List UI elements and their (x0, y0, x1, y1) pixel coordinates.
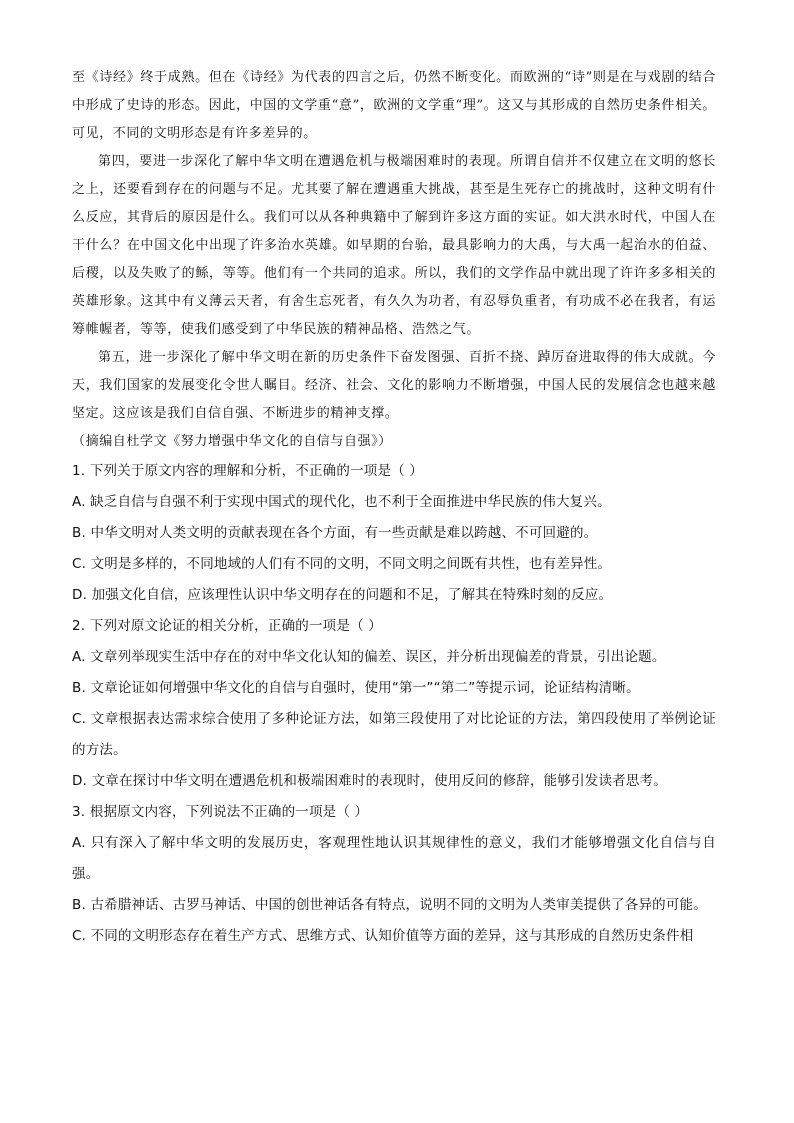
passage-source: （摘编自杜学文《努力增强中华文化的自信与自强》） (72, 434, 392, 449)
question-1-option-d: D. 加强文化自信，应该理性认识中华文明存在的问题和不足，了解其在特殊时刻的反应。 (72, 587, 613, 603)
document-page (72, 64, 716, 952)
question-2-option-b: B. 文章论证如何增强中华文化的自信与自强时，使用“第一”“第二”等提示词，论证结构清晰。 (72, 680, 640, 696)
question-3-option-c: C. 不同的文明形态存在着生产方式、思维方式、认知价值等方面的差异，这与其形成的自然历史条件相 (72, 928, 694, 944)
passage-paragraph-2: 第四，要进一步深化了解中华文明在遭遇危机与极端困难时的表现。所谓自信并不仅建立在文明的悠长之上，还要看到存在的问题与不足。尤其要了解在遭遇重大挑战，甚至是生死存亡的挑战时，这种文明有什么反应，其背后的原因是什么。我们可以从各种典籍中了解到许多这方面的实证。如大洪水时代，中国人在干什么？在中国文化中出现了许多治水英雄。如早期的台骀，最具影响力的大禹，与大禹一起治水的伯益、后稷，以及失败了的鲧，等等。他们有一个共同的追求。所以，我们的文学作品中就出现了许许多多相关的英雄形象。这其中有义薄云天者，有舍生忘死者，有久久为功者，有忍辱负重者，有功成不必在我者，有运筹帷幄者，等等，使我们感受到了中华民族的精神品格、浩然之气。 (72, 154, 716, 337)
question-2 (72, 611, 716, 797)
question-1-option-a: A. 缺乏自信与自强不利于实现中国式的现代化，也不利于全面推进中华民族的伟大复兴。 (72, 494, 611, 510)
question-1-option-b: B. 中华文明对人类文明的贡献表现在各个方面，有一些贡献是难以跨越、不可回避的。 (72, 525, 598, 541)
passage-paragraph-3: 第五，进一步深化了解中华文明在新的历史条件下奋发图强、百折不挠、踔厉奋进取得的伟大成就。今天，我们国家的发展变化令世人瞩目。经济、社会、文化的影响力不断增强，中国人民的发展信念也越来越坚定。这应该是我们自信自强、不断进步的精神支撑。 (72, 350, 716, 421)
question-3-option-b: B. 古希腊神话、古罗马神话、中国的创世神话各有特点，说明不同的文明为人类审美提供了各异的可能。 (72, 897, 707, 913)
passage-paragraph-1: 至《诗经》终于成熟。但在《诗经》为代表的四言之后，仍然不断变化。而欧洲的“诗”则是在与戏剧的结合中形成了史诗的形态。因此，中国的文学重“意”，欧洲的文学重“理”。这又与其形成的自然历史条件相关。可见，不同的文明形态是有许多差异的。 (72, 70, 716, 141)
question-2-option-d: D. 文章在探讨中华文明在遭遇危机和极端困难时的表现时，使用反问的修辞，能够引发读者思考。 (72, 773, 667, 789)
question-3 (72, 797, 716, 952)
reading-passage (72, 64, 716, 456)
question-1 (72, 456, 716, 611)
question-2-option-c: C. 文章根据表达需求综合使用了多种论证方法，如第三段使用了对比论证的方法，第四段使用了举例论证的方法。 (72, 711, 716, 758)
question-list (72, 456, 716, 952)
question-1-stem: 1. 下列关于原文内容的理解和分析，不正确的一项是（ ） (72, 463, 424, 479)
question-2-stem: 2. 下列对原文论证的相关分析，正确的一项是（ ） (72, 618, 382, 634)
question-3-option-a: A. 只有深入了解中华文明的发展历史，客观理性地认识其规律性的意义，我们才能够增强文化自信与自强。 (72, 835, 716, 882)
question-1-option-c: C. 文明是多样的，不同地域的人们有不同的文明，不同文明之间既有共性，也有差异性。 (72, 556, 612, 572)
question-3-stem: 3. 根据原文内容，下列说法不正确的一项是（ ） (72, 804, 369, 820)
question-2-option-a: A. 文章列举现实生活中存在的对中华文化认知的偏差、误区，并分析出现偏差的背景，引出论题。 (72, 649, 666, 665)
